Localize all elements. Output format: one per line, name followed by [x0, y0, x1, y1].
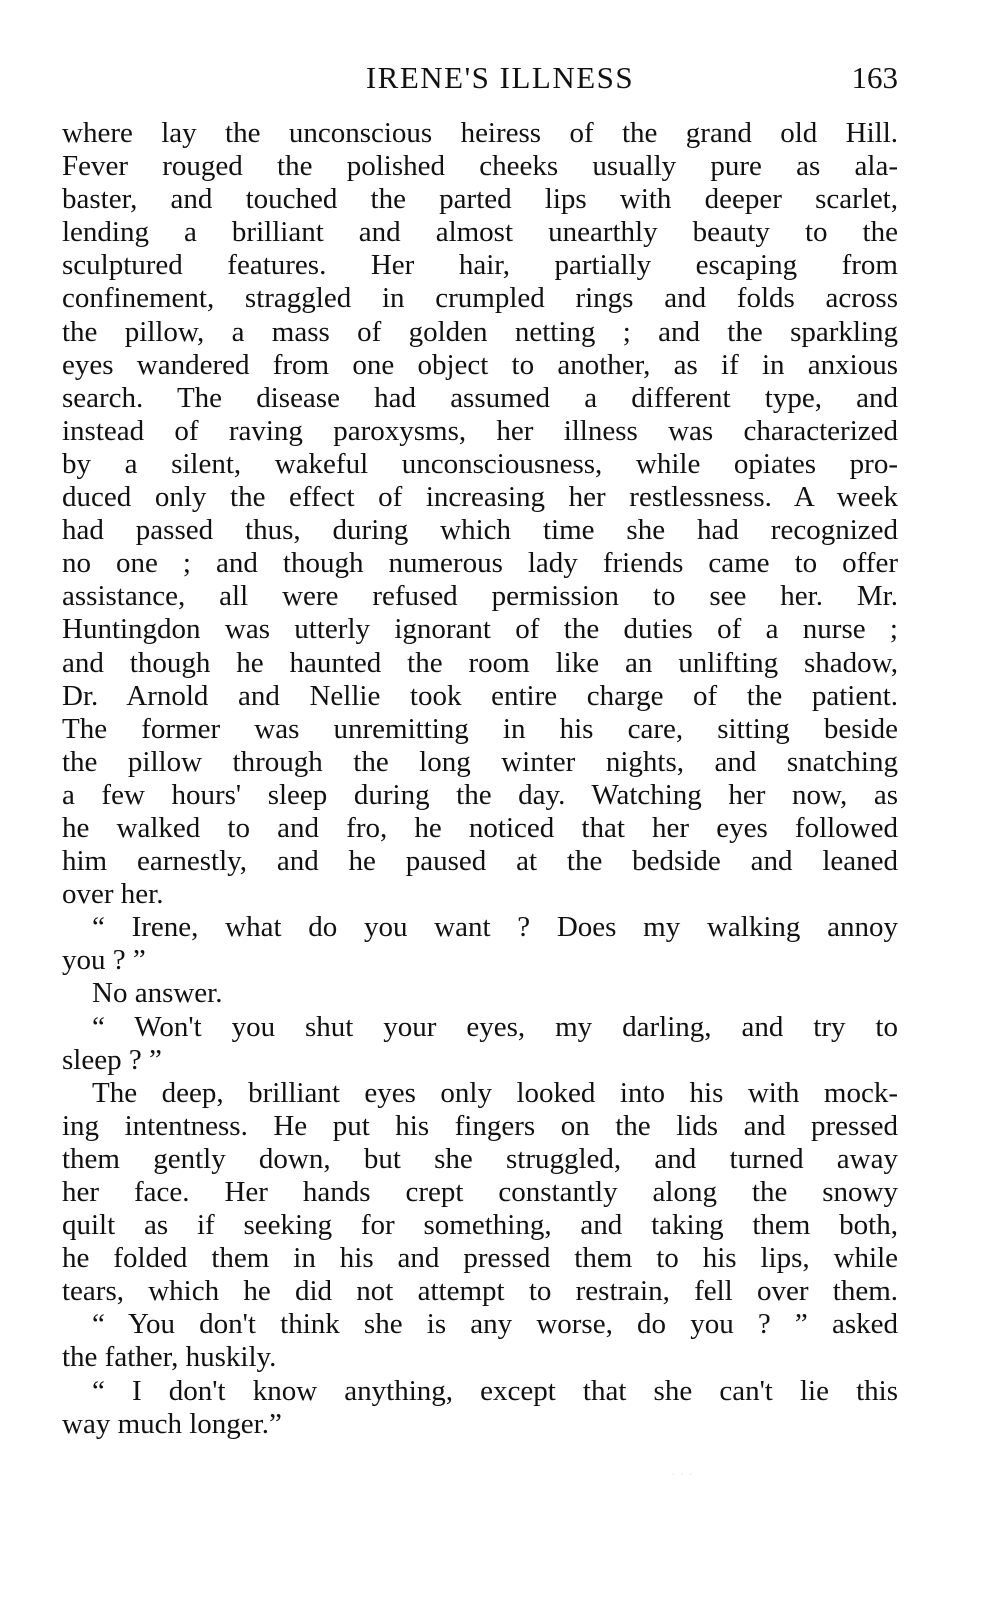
- text-line: “ I don't know anything, except that she can't lie this: [92, 1374, 898, 1407]
- text-line: the pillow, a mass of golden netting ; and the sparkling: [62, 315, 898, 348]
- text-line: lending a brilliant and almost unearthly beauty to the: [62, 216, 898, 249]
- text-line: him earnestly, and he paused at the bedside and leaned: [62, 845, 898, 878]
- text-line: search. The disease had assumed a different type, and: [62, 381, 898, 414]
- text-line: quilt as if seeking for something, and taking them both,: [62, 1209, 898, 1242]
- text-line: had passed thus, during which time she had recognized: [62, 514, 898, 547]
- text-line: sleep ? ”: [62, 1043, 162, 1076]
- text-line: her face. Her hands crept constantly along the snowy: [62, 1176, 898, 1208]
- text-line: eyes wandered from one object to another, as if in anxious: [62, 348, 898, 381]
- text-line: confinement, straggled in crumpled rings and folds across: [62, 282, 898, 315]
- text-line: assistance, all were refused permission to see her. Mr.: [62, 580, 898, 613]
- running-title: IRENE'S ILLNESS: [365, 60, 635, 95]
- text-line: baster, and touched the parted lips with deeper scarlet,: [62, 183, 898, 216]
- text-line: he walked to and fro, he noticed that her eyes followed: [62, 811, 898, 844]
- text-line: a few hours' sleep during the day. Watching her now, as: [62, 778, 898, 811]
- text-line: ing intentness. He put his fingers on the lids and pressed: [62, 1109, 898, 1142]
- scan-speck: · · ·: [672, 1470, 694, 1479]
- text-line: no one ; and though numerous lady friends came to offer: [62, 547, 898, 580]
- text-line: by a silent, wakeful unconsciousness, while opiates pro-: [62, 447, 898, 480]
- text-line: way much longer.”: [62, 1407, 282, 1440]
- page-number: 163: [851, 60, 898, 95]
- text-line: Huntingdon was utterly ignorant of the duties of a nurse ;: [62, 613, 898, 646]
- text-line: and though he haunted the room like an unlifting shadow,: [62, 646, 898, 679]
- body-text: [62, 117, 898, 1441]
- text-line: “ Won't you shut your eyes, my darling, and try to: [92, 1010, 898, 1043]
- text-line: Fever rouged the polished cheeks usually pure as ala-: [62, 150, 898, 183]
- text-line: Dr. Arnold and Nellie took entire charge of the patient.: [62, 679, 898, 712]
- text-line: “ You don't think she is any worse, do you ? ” asked: [92, 1308, 898, 1341]
- text-line: duced only the effect of increasing her restlessness. A week: [62, 481, 898, 514]
- text-line: The deep, brilliant eyes only looked into his with mock-: [92, 1076, 898, 1109]
- text-line: “ Irene, what do you want ? Does my walking annoy: [92, 911, 898, 944]
- text-line: the pillow through the long winter nights, and snatching: [62, 745, 898, 778]
- text-line: sculptured features. Her hair, partially escaping from: [62, 249, 898, 282]
- text-line: where lay the unconscious heiress of the grand old Hill.: [62, 117, 898, 149]
- text-line: instead of raving paroxysms, her illness was characterized: [62, 414, 898, 447]
- text-line: tears, which he did not attempt to restrain, fell over them.: [62, 1275, 898, 1308]
- text-line: the father, huskily.: [62, 1341, 277, 1374]
- text-line: over her.: [62, 878, 164, 911]
- text-line: them gently down, but she struggled, and turned away: [62, 1142, 898, 1175]
- text-line: The former was unremitting in his care, sitting beside: [62, 712, 898, 745]
- text-line: he folded them in his and pressed them to his lips, while: [62, 1242, 898, 1275]
- text-line: you ? ”: [62, 944, 146, 977]
- text-line: No answer.: [92, 977, 223, 1010]
